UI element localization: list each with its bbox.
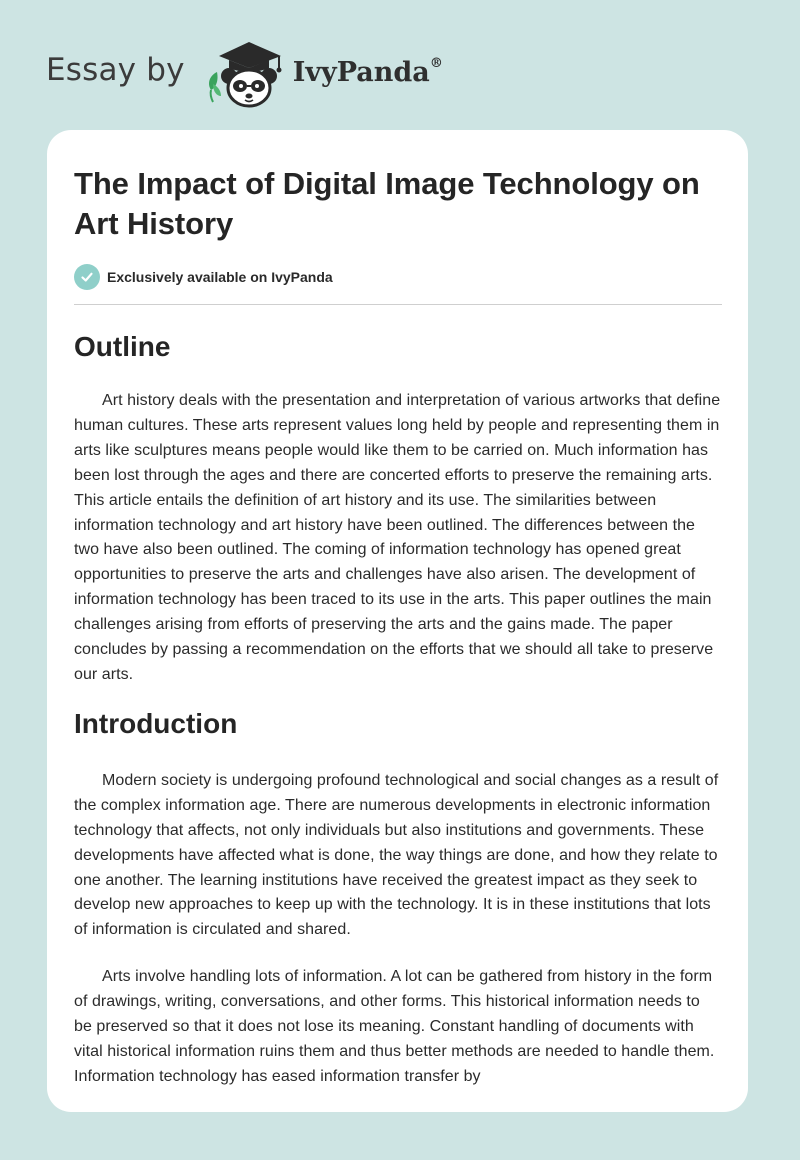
brand-prefix: Essay by [46, 52, 185, 88]
essay-card [47, 130, 748, 1112]
checkmark-icon [74, 264, 100, 290]
section-outline [74, 329, 722, 688]
site-header [46, 34, 443, 114]
ivy-leaf-icon [209, 72, 221, 102]
section-introduction [74, 706, 722, 1090]
essay-title: The Impact of Digital Image Technology on Art History [74, 166, 700, 241]
exclusive-badge-text: Exclusively available on IvyPanda [107, 269, 333, 285]
ivypanda-logo-icon[interactable] [199, 32, 289, 112]
paragraph: Modern society is undergoing profound technological and social changes as a result of the complex information age. There are numerous developments in electronic information technology that affects, not only individuals but also institutions and governments. These developments have affected what is done, the way things are done, and how they relate to one another. The learning institutions have received the greatest impact as they seek to develop new approaches to keep up with the technology. It is in these institutions that lots of information is circulated and shared. [74, 771, 719, 939]
section-heading-introduction: Introduction [74, 707, 238, 739]
paragraph: Art history deals with the presentation and interpretation of various artworks that define human cultures. These arts represent values long held by people and representing them in arts like sculptures means people would like them to be carried on. Much information has been lost through the ages and there are concerted efforts to preserve the remaining arts. This article entails the definition of art history and its use. The similarities between information technology and art history have been outlined. The differences between the two have also been outlined. The coming of information technology has opened great opportunities to preserve the arts and challenges have also arisen. The development of information technology has been traced to its use in the arts. This paper outlines the main challenges arising from efforts of preserving the arts and the gains made. The paper concludes by passing a recommendation on the efforts that we should all take to preserve our arts. [74, 392, 721, 683]
exclusive-badge [74, 264, 722, 290]
paragraph: Arts involve handling lots of information. A lot can be gathered from history in the form of drawings, writing, conversations, and other forms. This historical information needs to be preserved so that it does not lose its meaning. Constant handling of documents with vital historical information ruins them and thus better methods are needed to handle them. Information technology has eased information transfer by [74, 968, 715, 1085]
section-heading-outline: Outline [74, 331, 171, 362]
brand-name[interactable]: IvyPanda® [292, 55, 443, 88]
registered-mark: ® [429, 55, 443, 71]
divider [74, 304, 722, 305]
